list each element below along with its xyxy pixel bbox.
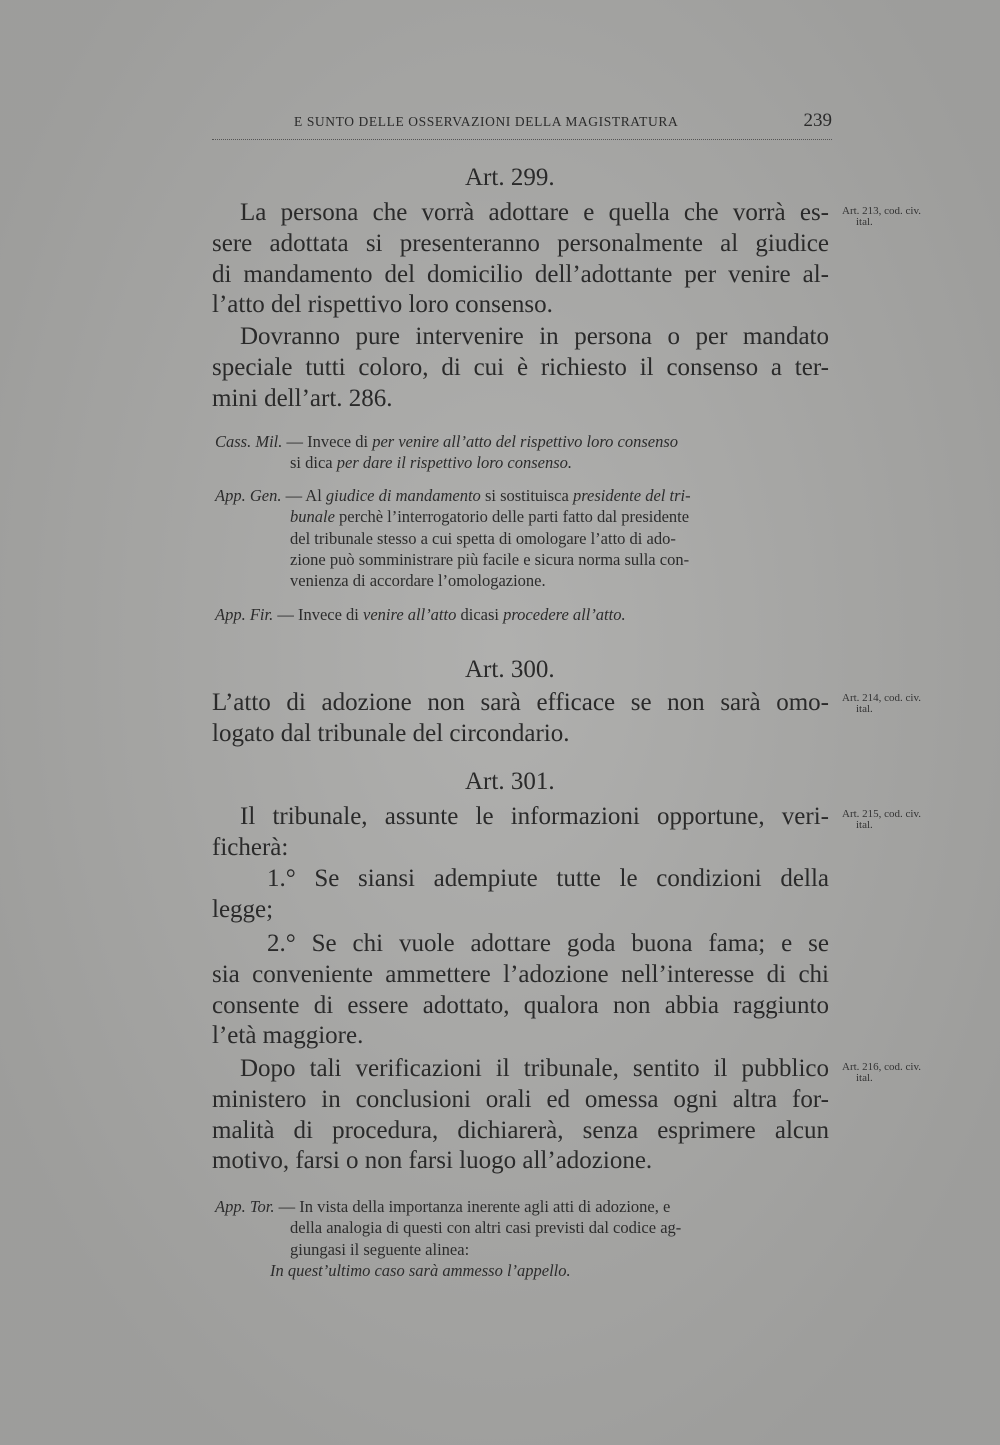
text-line: malità di procedura, dichiarerà, senza esprimere alcun (212, 1116, 829, 1144)
text-line: 2.° Se chi vuole adottare goda buona fama; e se (267, 930, 829, 957)
text-line: l’atto del rispettivo loro consenso. (212, 291, 553, 319)
text-line: ministero in conclusioni orali ed omessa ogni altra for- (212, 1085, 829, 1113)
note-text: si sostituisca (480, 486, 573, 505)
article-301-paragraph-4 (212, 1054, 829, 1177)
article-300-paragraph-1 (212, 688, 829, 750)
header-rule (212, 139, 832, 140)
text-line: sia conveniente ammettere l’adozione nell’interesse di chi (212, 960, 829, 988)
article-301-paragraph-2 (212, 864, 829, 926)
note-quote: In quest’ultimo caso sarà ammesso l’appello. (270, 1260, 571, 1280)
note-text: — In vista della importanza inerente agli atti di adozione, e (274, 1197, 671, 1216)
text-line: Dovranno pure intervenire in persona o per mandato (240, 323, 829, 350)
note-quote: giudice di mandamento (325, 486, 481, 505)
note-app-tor (215, 1196, 835, 1281)
margin-note-301-b (842, 1062, 962, 1084)
note-text: della analogia di questi con altri casi previsti dal codice ag- (290, 1218, 682, 1238)
note-text: si dica (290, 453, 337, 473)
text-line: logato dal tribunale del circondario. (212, 719, 570, 747)
note-app-gen (215, 485, 835, 591)
margin-note-line: ital. (856, 703, 873, 715)
note-quote: presidente del tri- (572, 486, 691, 505)
article-heading-299: Art. 299. (465, 164, 555, 191)
margin-note-line: ital. (856, 1072, 873, 1084)
note-text: — Invece di (273, 605, 364, 624)
article-heading-301: Art. 301. (465, 768, 555, 795)
running-header (212, 110, 832, 138)
text-line: Dopo tali verificazioni il tribunale, sentito il pubblico (240, 1055, 829, 1082)
article-heading-300: Art. 300. (465, 656, 555, 683)
article-299-paragraph-1 (212, 198, 829, 321)
page-number: 239 (803, 110, 832, 131)
margin-note-line: ital. (856, 216, 873, 228)
note-text: dicasi (456, 605, 504, 624)
note-quote: venire all’atto (363, 605, 457, 624)
note-text: venienza di accordare l’omologazione. (290, 571, 546, 591)
margin-note-line: Art. 213, cod. civ. (842, 205, 922, 217)
margin-note-line: Art. 216, cod. civ. (842, 1061, 922, 1073)
text-line: motivo, farsi o non farsi luogo all’adozione. (212, 1147, 653, 1175)
text-line: l’età maggiore. (212, 1022, 364, 1050)
note-text: zione può somministrare più facile e sicura norma sulla con- (290, 549, 690, 569)
note-source: App. Tor. (215, 1197, 275, 1216)
text-line: legge; (212, 895, 274, 923)
text-line: sere adottata si presenteranno personalmente al giudice (212, 229, 829, 257)
note-text: — Al (281, 486, 326, 505)
text-line: ficherà: (212, 833, 289, 861)
text-line: L’atto di adozione non sarà efficace se non sarà omo- (212, 689, 829, 716)
note-app-fir (215, 604, 835, 625)
margin-note-301-a (842, 809, 962, 831)
margin-note-300 (842, 693, 962, 715)
note-quote: per venire all’atto del rispettivo loro consenso (372, 432, 679, 451)
note-quote: procedere all’atto. (503, 605, 626, 624)
margin-note-line: Art. 214, cod. civ. (842, 692, 922, 704)
note-text: giungasi il seguente alinea: (290, 1239, 470, 1259)
text-line: speciale tutti coloro, di cui è richiesto il consenso a ter- (212, 353, 829, 381)
note-quote: bunale (290, 507, 335, 527)
note-quote: per dare il rispettivo loro consenso. (336, 453, 573, 473)
text-line: La persona che vorrà adottare e quella che vorrà es- (240, 199, 829, 226)
margin-note-line: Art. 215, cod. civ. (842, 808, 922, 820)
article-301-paragraph-1 (212, 802, 829, 864)
text-line: mini dell’art. 286. (212, 384, 393, 412)
text-line: 1.° Se siansi adempiute tutte le condizioni della (267, 865, 829, 892)
margin-note-line: ital. (856, 819, 873, 831)
note-text: — Invece di (282, 432, 373, 451)
text-line: consente di essere adottato, qualora non abbia raggiunto (212, 991, 829, 1019)
note-source: App. Fir. (215, 605, 274, 624)
article-299-paragraph-2 (212, 322, 829, 414)
note-source: Cass. Mil. (215, 432, 283, 451)
margin-note-299 (842, 206, 962, 228)
running-title: E SUNTO DELLE OSSERVAZIONI DELLA MAGISTRATURA (294, 114, 679, 129)
note-cass-mil (215, 431, 835, 474)
text-line: di mandamento del domicilio dell’adottante per venire al- (212, 260, 829, 288)
note-source: App. Gen. (215, 486, 282, 505)
note-text: perchè l’interrogatorio delle parti fatto dal presidente (334, 507, 690, 527)
note-text: del tribunale stesso a cui spetta di omologare l’atto di ado- (290, 528, 676, 548)
article-301-paragraph-3 (212, 929, 829, 1052)
text-line: Il tribunale, assunte le informazioni opportune, veri- (240, 803, 829, 830)
